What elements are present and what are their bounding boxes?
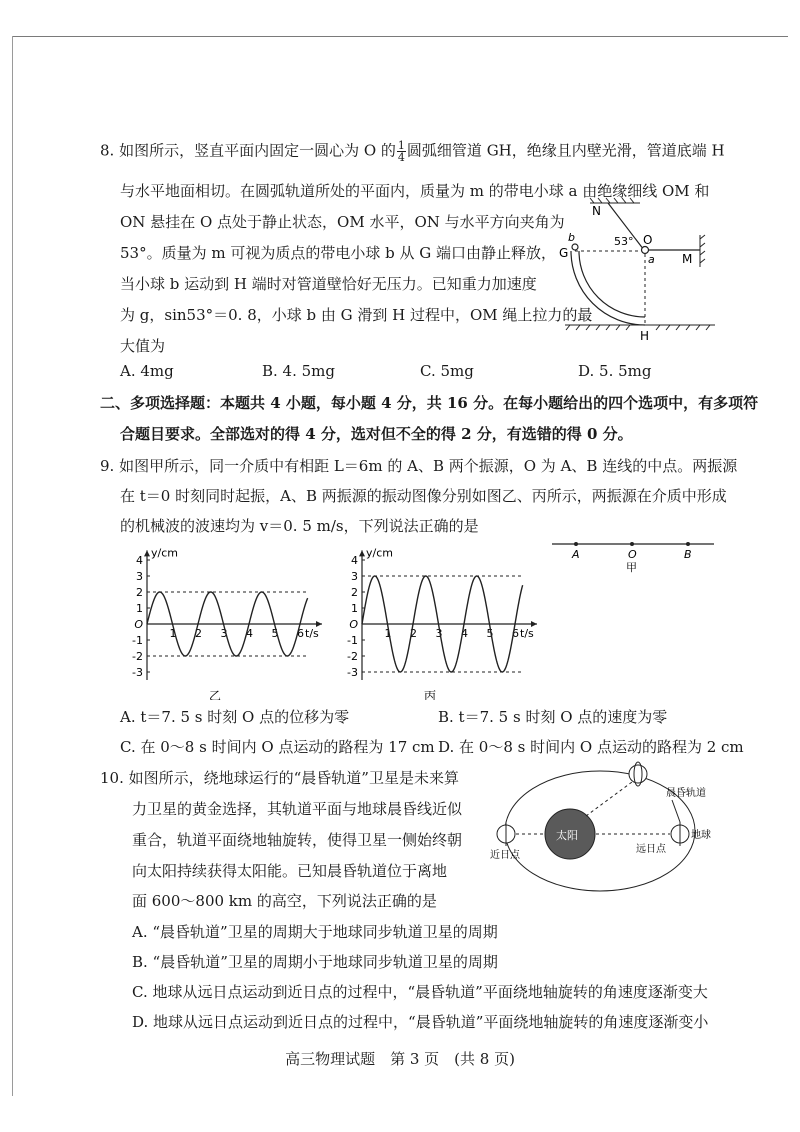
x-tick-label: 2 [410, 627, 417, 640]
label-B: B [684, 548, 692, 561]
y-tick-label: 2 [136, 586, 143, 599]
label-perihelion: 近日点 [490, 850, 520, 861]
y-tick-label: -1 [132, 634, 143, 647]
q8-line-7: 大值为 [120, 337, 166, 355]
x-tick-label: 3 [435, 627, 443, 640]
y-tick-label: 1 [136, 602, 143, 615]
label-sun: 太阳 [556, 829, 578, 842]
y-tick-label: -1 [347, 634, 358, 647]
point-A [574, 542, 578, 546]
graph-yi [125, 540, 325, 700]
x-tick-label: 4 [246, 627, 253, 640]
ceiling-hatch [590, 198, 640, 203]
label-orbit: 晨昏轨道 [666, 788, 706, 799]
graph-caption-yi: 乙 [209, 689, 222, 700]
orbit-label-arrow [672, 800, 680, 822]
point-O [630, 542, 634, 546]
q9-option-d[interactable]: D. 在 0～8 s 时间内 O 点运动的路程为 2 cm [438, 738, 744, 756]
q10-option-a[interactable]: A. “晨昏轨道”卫星的周期大于地球同步轨道卫星的周期 [132, 923, 498, 941]
q8-option-d[interactable]: D. 5. 5mg [578, 362, 652, 380]
x-tick-label: 5 [271, 627, 279, 640]
q10-line-4: 向太阳持续获得太阳能。已知晨昏轨道位于离地 [132, 862, 448, 880]
x-tick-label: 6 [297, 627, 304, 640]
q9-line-2: 在 t＝0 时刻同时起振，A、B 两振源的振动图像分别如图乙、丙所示，两振源在介质中形成 [120, 487, 727, 505]
x-tick-label: 1 [169, 627, 177, 640]
dashed-sun-top [586, 782, 632, 816]
y-tick-label: 3 [136, 570, 143, 583]
y-axis-label: y/cm [366, 546, 393, 560]
q8-line-3: ON 悬挂在 O 点处于静止状态，OM 水平，ON 与水平方向夹角为 [120, 213, 565, 231]
x-tick-label: 3 [220, 627, 228, 640]
y-tick-label: -3 [347, 666, 358, 679]
wall-hatch [700, 235, 705, 267]
y-tick-label: 3 [351, 570, 358, 583]
arc-tube-outer [571, 251, 645, 325]
y-tick-label: O [349, 618, 358, 631]
y-tick-label: -2 [347, 650, 358, 663]
label-aphelion: 远日点 [636, 844, 666, 855]
graph-bing [340, 540, 540, 700]
label-O-jia: O [628, 548, 637, 561]
q8-line-6: 为 g，sin53°＝0. 8，小球 b 由 G 滑到 H 过程中，OM 绳上拉力的最 [120, 306, 593, 324]
q9-option-b[interactable]: B. t＝7. 5 s 时刻 O 点的速度为零 [438, 708, 668, 726]
q8-line-1b: 圆弧细管道 GH，绝缘且内壁光滑，管道底端 H [406, 141, 725, 160]
q8-line-5: 当小球 b 运动到 H 端时对管道壁恰好无压力。已知重力加速度 [120, 275, 537, 293]
q10-option-c[interactable]: C. 地球从远日点运动到近日点的过程中，“晨昏轨道”平面绕地轴旋转的角速度逐渐变大 [132, 983, 708, 1001]
figure-jia [552, 538, 717, 578]
y-tick-label: 2 [351, 586, 358, 599]
q8-line-1 [100, 140, 725, 163]
ball-b [572, 244, 578, 250]
label-A: A [572, 548, 580, 561]
x-tick-label: 4 [461, 627, 468, 640]
q10-option-b[interactable]: B. “晨昏轨道”卫星的周期小于地球同步轨道卫星的周期 [132, 953, 498, 971]
y-tick-label: 4 [351, 554, 358, 567]
section-2-line-2: 合题目要求。全部选对的得 4 分，选对但不全的得 2 分，有选错的得 0 分。 [120, 425, 633, 443]
x-tick-label: 5 [486, 627, 494, 640]
label-angle: 53° [614, 235, 634, 248]
quarter-fraction [397, 140, 406, 163]
q8-figure [550, 195, 720, 345]
y-axis-arrow [144, 550, 150, 556]
q8-line-2: 与水平地面相切。在圆弧轨道所处的平面内，质量为 m 的带电小球 a 由绝缘细线 OM 和 [120, 182, 710, 200]
x-tick-label: 1 [384, 627, 392, 640]
q8-option-b[interactable]: B. 4. 5mg [262, 362, 336, 380]
q8-option-a[interactable]: A. 4mg [120, 362, 174, 380]
q9-line-3: 的机械波的波速均为 v＝0. 5 m/s，下列说法正确的是 [120, 517, 479, 535]
y-tick-label: O [134, 618, 143, 631]
page-footer: 高三物理试题 第 3 页 (共 8 页) [285, 1050, 515, 1068]
x-axis-label: t/s [520, 627, 534, 640]
q9-option-a[interactable]: A. t＝7. 5 s 时刻 O 点的位移为零 [120, 708, 350, 726]
q10-line-1: 10. 如图所示，绕地球运行的“晨昏轨道”卫星是未来算 [100, 769, 459, 787]
label-b: b [568, 231, 575, 244]
label-G: G [559, 246, 569, 260]
label-H: H [640, 329, 650, 343]
q9-line-1: 9. 如图甲所示，同一介质中有相距 L＝6m 的 A、B 两个振源，O 为 A、B 连线的中点。两振源 [100, 457, 738, 475]
y-axis-label: y/cm [151, 546, 178, 560]
earth-top [629, 765, 647, 783]
arc-tube-inner [579, 251, 645, 317]
q8-line-1a: 8. 如图所示，竖直平面内固定一圆心为 O 的 [100, 141, 396, 160]
graph-caption-bing: 丙 [424, 689, 437, 700]
x-axis-label: t/s [305, 627, 319, 640]
q10-line-3: 重合，轨道平面绕地轴旋转，使得卫星一侧始终朝 [132, 831, 463, 849]
q10-line-2: 力卫星的黄金选择，其轨道平面与地球晨昏线近似 [132, 800, 463, 818]
x-tick-label: 2 [195, 627, 202, 640]
x-tick-label: 6 [512, 627, 519, 640]
section-2-line-1: 二、多项选择题：本题共 4 小题，每小题 4 分，共 16 分。在每小题给出的四个选项中，有多项符 [100, 394, 759, 412]
q9-option-c[interactable]: C. 在 0～8 s 时间内 O 点运动的路程为 17 cm [120, 738, 435, 756]
scan-border-left [12, 36, 13, 1096]
fraction-denominator: 4 [397, 151, 405, 164]
label-O: O [643, 233, 653, 247]
label-M: M [682, 252, 693, 266]
label-N: N [592, 204, 601, 218]
y-tick-label: 1 [351, 602, 358, 615]
scan-border-top [12, 36, 788, 37]
q10-figure [488, 756, 713, 896]
caption-jia: 甲 [626, 561, 637, 574]
label-a: a [648, 253, 655, 266]
y-tick-label: 4 [136, 554, 143, 567]
y-tick-label: -2 [132, 650, 143, 663]
point-B [686, 542, 690, 546]
y-tick-label: -3 [132, 666, 143, 679]
label-earth: 地球 [691, 830, 711, 841]
q10-option-d[interactable]: D. 地球从远日点运动到近日点的过程中，“晨昏轨道”平面绕地轴旋转的角速度逐渐变小 [132, 1013, 709, 1031]
fraction-numerator: 1 [397, 139, 405, 152]
y-axis-arrow [359, 550, 365, 556]
q8-line-4: 53°。质量为 m 可视为质点的带电小球 b 从 G 端口由静止释放， [120, 244, 557, 262]
q8-option-c[interactable]: C. 5mg [420, 362, 474, 380]
q10-line-5: 面 600～800 km 的高空，下列说法正确的是 [132, 892, 437, 910]
